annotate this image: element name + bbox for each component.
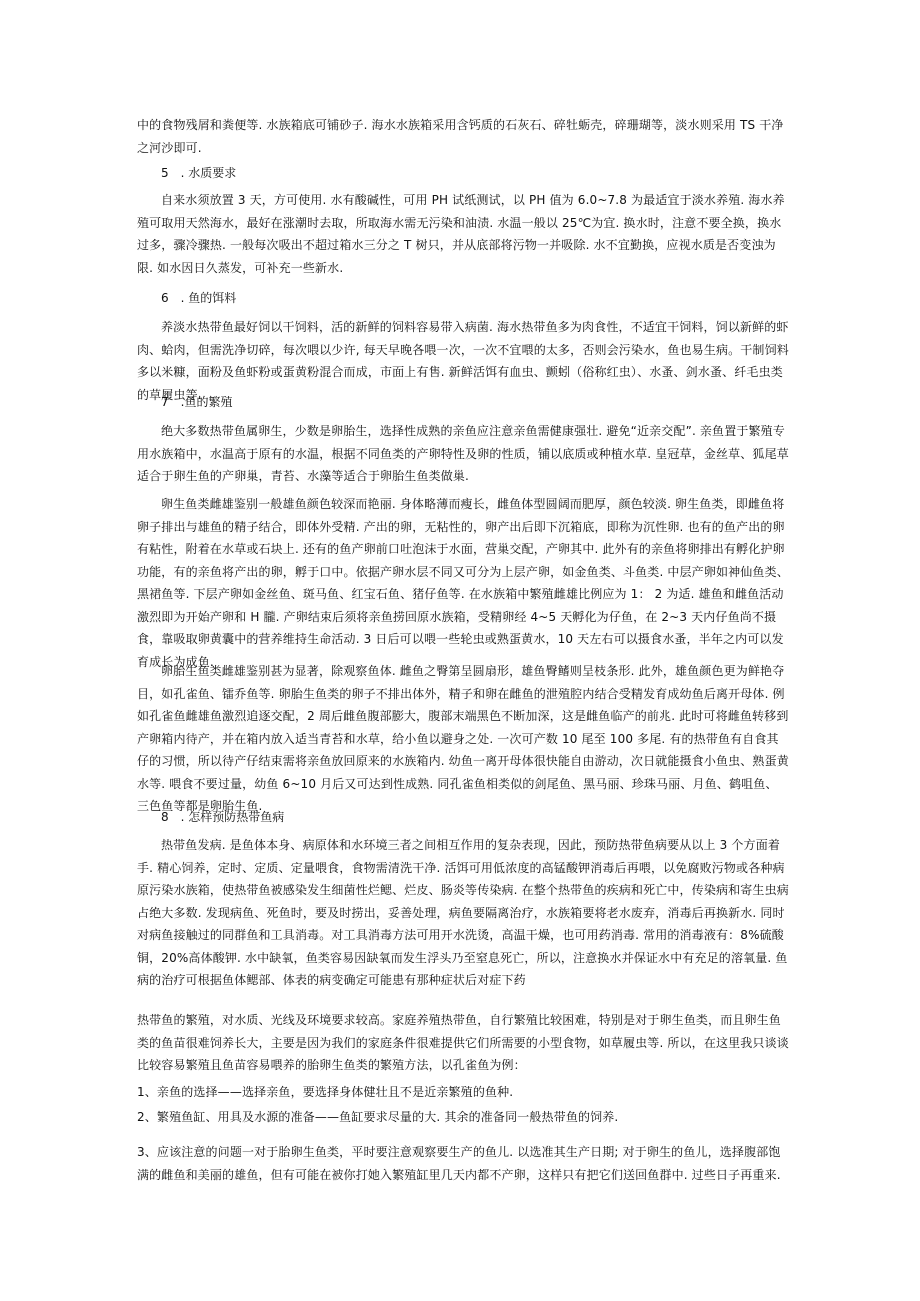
heading-water-quality: 5 . 水质要求	[161, 166, 237, 180]
paragraph-breeding-intro: 绝大多数热带鱼属卵生，少数是卵胎生，选择性成熟的亲鱼应注意亲鱼需健康强壮. 避免“近亲交配”. 亲鱼置于繁殖专用水族箱中，水温高于原有的水温，根据不同鱼类的产卵特性及卵的性质，铺以底质或种植水草. 皇冠草，金丝草、狐尾草适合于卵生鱼的产卵巢，青苔、水藻等适合于卵胎生鱼类做巢.	[137, 424, 789, 483]
paragraph-substrate: 中的食物残屑和粪便等. 水族箱底可铺砂子. 海水水族箱采用含钙质的石灰石、碎牡蛎壳，碎珊瑚等，淡水则采用 TS 干净之河沙即可.	[137, 118, 784, 155]
paragraph-home-breeding: 热带鱼的繁殖，对水质、光线及环境要求较高。家庭养殖热带鱼，自行繁殖比较困难，特别是对于卵生鱼类，而且卵生鱼类的鱼苗很难饲养长大，主要是因为我们的家庭条件很难提供它们所需要的小型食物，如草履虫等. 所以，在这里我只谈谈比较容易繁殖且鱼苗容易喂养的胎卵生鱼类的繁殖方法，以孔雀鱼为例：	[137, 1013, 789, 1072]
heading-breeding: 7 .鱼的繁殖	[161, 395, 233, 409]
paragraph-disease-prevention: 热带鱼发病. 是鱼体本身、病原体和水环境三者之间相互作用的复杂表现，因此，预防热带鱼病要从以上 3 个方面着手. 精心饲养，定时、定质、定量喂食，食物需清洗干净. 活饵可用低浓度的高锰酸钾消毒后再喂，以免腐败污物或各种病原污染水族箱，使热带鱼被感染发生细菌性烂鳃、烂皮、肠炎等传染病. 在整个热带鱼的疾病和死亡中，传染病和寄生虫病占绝大多数. 发现病鱼、死鱼时，要及时捞出，妥善处理，病鱼要隔离治疗，水族箱要将老水废弃，消毒后再换新水. 同时对病鱼接触过的同群鱼和工具消毒。对工具消毒方法可用开水洗烫，高温干燥，也可用药消毒. 常用的消毒液有：8%硫酸铜，20%高体酸钾. 水中缺氧，鱼类容易因缺氧而发生浮头乃至窒息死亡，所以，注意换水并保证水中有充足的溶氧量. 鱼病的治疗可根据鱼体鳃部、体表的病变确定可能患有那种症状后对症下药	[137, 838, 789, 987]
paragraph-water-quality: 自来水须放置 3 天，方可使用. 水有酸碱性，可用 PH 试纸测试，以 PH 值为 6.0~7.8 为最适宜于淡水养殖. 海水养殖可取用天然海水，最好在涨潮时去取，所取海水需无污染和油渍. 水温一般以 25℃为宜. 换水时，注意不要全换，换水过多，骤冷骤热. 一般每次吸出不超过箱水三分之 T 树只，并从底部将污物一并吸除. 水不宜勤换，应视水质是否变浊为限. 如水因日久蒸发，可补充一些新水.	[137, 193, 785, 275]
list-item-tank-preparation: 2、繁殖鱼缸、用具及水源的准备——鱼缸要求尽量的大. 其余的准备同一般热带鱼的饲养.	[137, 1110, 619, 1124]
list-item-parent-selection: 1、亲鱼的选择——选择亲鱼，要选择身体健壮且不是近亲繁殖的鱼种.	[137, 1085, 514, 1099]
paragraph-fish-feed: 养淡水热带鱼最好饲以干饲料，活的新鲜的饲料容易带入病菌. 海水热带鱼多为肉食性，不适宜干饲料，饲以新鲜的虾肉、蛤肉，但需洗净切碎，每次喂以少许, 每天早晚各喂一次，一次不宜喂的太多，否则会污染水，鱼也易生病。干制饲料多以米糠，面粉及鱼虾粉或蛋黄粉混合而成，市面上有售. 新鲜活饵有血虫、颤蚓（俗称红虫）、水蚤、剑水蚤、纤毛虫类的草履虫等.	[137, 320, 789, 402]
heading-disease-prevention: 8 . 怎样预防热带鱼病	[161, 810, 285, 824]
paragraph-viviparous: 卵胎生鱼类雌雄鉴别甚为显著，除观察鱼体. 雌鱼之臀第呈圆扇形，雄鱼臀鳍则呈枝条形. 此外，雄鱼颜色更为鲜艳夺目，如孔雀鱼、镭乔鱼等. 卵胎生鱼类的卵子不排出体外，精子和卵在雌鱼的泄殖腔内结合受精发育成幼鱼后离开母体. 例如孔雀鱼雌雄鱼激烈追逐交配，2 周后雌鱼腹部膨大，腹部末端黑色不断加深，这是雌鱼临产的前兆. 此时可将雌鱼转移到产卵箱内待产，并在箱内放入适当青苔和水草，给小鱼以避身之处. 一次可产数 10 尾至 100 多尾. 有的热带鱼有自食其仔的习惯，所以待产仔结束需将亲鱼放回原来的水族箱内. 幼鱼一离开母体很快能自由游动，次日就能摄食小鱼虫、熟蛋黄水等. 喂食不要过量，幼鱼 6~10 月后又可达到性成熟. 同孔雀鱼相类似的剑尾鱼、黑马丽、珍珠马丽、月鱼、鹤咀鱼、三色鱼等都是卵胎生鱼.	[137, 664, 789, 813]
list-item-precautions: 3、应该注意的问题一对于胎卵生鱼类，平时要注意观察要生产的鱼儿. 以选准其生产日期; 对于卵生的鱼儿，选择腹部饱满的雌鱼和美丽的雄鱼，但有可能在被你打她入繁殖缸里几天内都不产卵，这样只有把它们送回鱼群中. 过些日子再重来.	[137, 1145, 781, 1182]
paragraph-oviparous: 卵生鱼类雌雄鉴别一般雄鱼颜色较深而艳丽. 身体略薄而瘦长，雌鱼体型圆阔而肥厚，颜色较淡. 卵生鱼类，即雌鱼将卵子排出与雄鱼的精子结合，即体外受精. 产出的卵，无粘性的，卵产出后即下沉箱底，即称为沉性卵. 也有的鱼产出的卵有粘性，附着在水草或石块上. 还有的鱼产卵前口吐泡沫于水面，营巢交配，产卵其中. 此外有的亲鱼将卵排出有孵化护卵功能，有的亲鱼将产出的卵，孵于口中。依据产卵水层不同又可分为上层产卵，如金鱼类、斗鱼类. 中层产卵如神仙鱼类、黑裙鱼等. 下层产卵如金丝鱼、斑马鱼、红宝石鱼、猪仔鱼等. 在水族箱中繁殖雌雄比例应为 1： 2 为适. 雄鱼和雌鱼活动激烈即为开始产卵和 H 朧. 产卵结束后须将亲鱼捞回原水族箱，受精卵经 4~5 天孵化为仔鱼，在 2~3 天内仔鱼尚不摄食，靠吸取卵黄囊中的营养维持生命活动. 3 日后可以喂一些轮虫或熟蛋黄水，10 天左右可以摄食水蚤，半年之内可以发育成长为成鱼.	[137, 497, 789, 669]
heading-fish-feed: 6 . 鱼的饵料	[161, 291, 237, 305]
